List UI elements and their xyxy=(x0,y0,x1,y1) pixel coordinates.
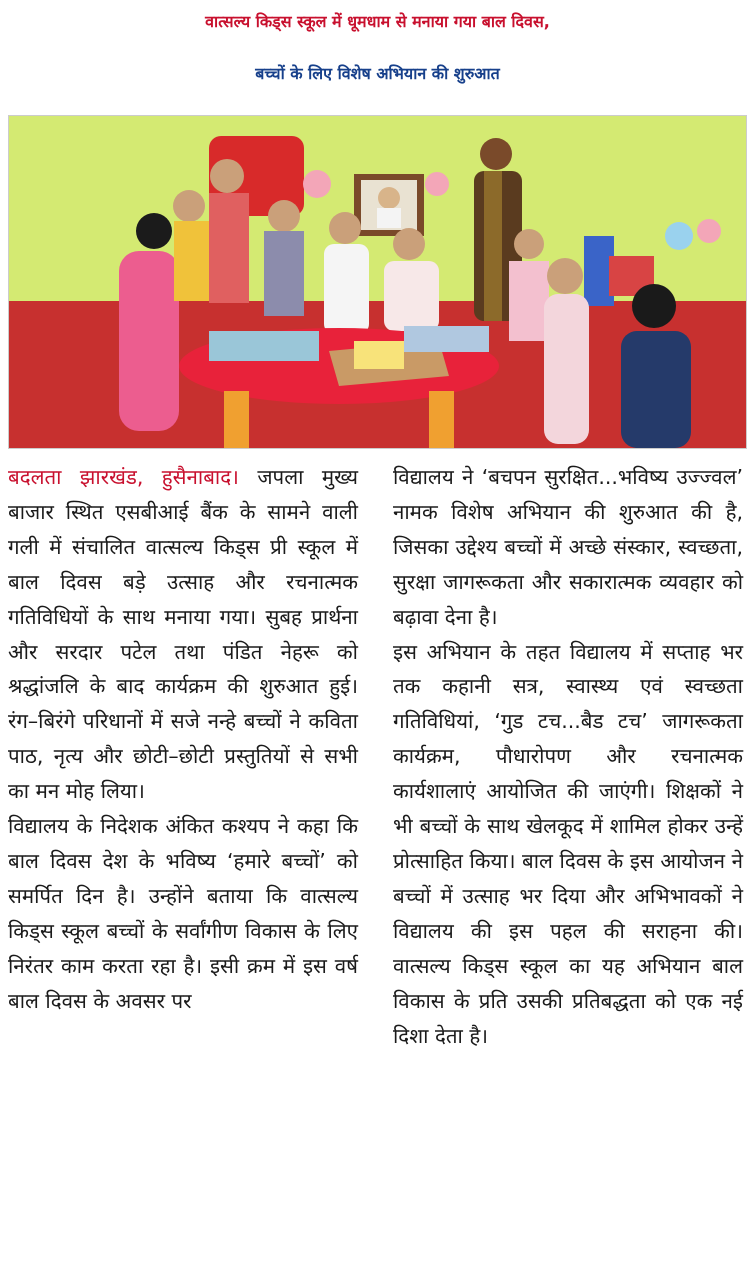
article-paragraph: विद्यालय के निदेशक अंकित कश्यप ने कहा कि बाल दिवस देश के भविष्य ‘हमारे बच्चों’ को समर्पित दिन है। उन्होंने बताया कि वात्सल्य किड्स स्कूल बच्चों के सर्वांगीण विकास के लिए निरंतर काम करता रहा है। इसी क्रम में इस वर्ष बाल दिवस के अवसर पर xyxy=(8,814,358,1013)
article-paragraph: इस अभियान के तहत विद्यालय में सप्ताह भर तक कहानी सत्र, स्वास्थ्य एवं स्वच्छता गतिविधियां, ‘गुड टच...बैड टच’ जागरूकता कार्यक्रम, पौधारोपण और रचनात्मक कार्यशालाएं आयोजित की जाएंगी। शिक्षकों ने भी बच्चों के साथ खेलकूद में शामिल होकर उन्हें प्रोत्साहित किया। बाल दिवस के इस आयोजन ने बच्चों में उत्साह भर दिया और अभिभावकों ने विद्यालय की इस पहल की सराहना की। वात्सल्य किड्स स्कूल का यह अभियान बाल विकास के प्रति उसकी प्रतिबद्धता को एक नई दिशा देता है। xyxy=(393,639,743,1048)
article-paragraph: विद्यालय ने ‘बचपन सुरक्षित...भविष्य उज्ज्वल’ नामक विशेष अभियान की शुरुआत की है, जिसका उद्देश्य बच्चों में अच्छे संस्कार, स्वच्छता, सुरक्षा जागरूकता और सकारात्मक व्यवहार को बढ़ावा देना है। xyxy=(393,465,743,629)
headline-line-2: बच्चों के लिए विशेष अभियान की शुरुआत xyxy=(255,64,500,83)
article-column-left xyxy=(8,460,358,1019)
article-body xyxy=(8,460,748,1275)
paragraph-text: जपला मुख्य बाजार स्थित एसबीआई बैंक के सामने वाली गली में संचालित वात्सल्य किड्स प्री स्कूल में बाल दिवस बड़े उत्साह और रचनात्मक गतिविधियों के साथ मनाया गया। सुबह प्रार्थना और सरदार पटेल तथा पंडित नेहरू को श्रद्धांजलि के बाद कार्यक्रम की शुरुआत हुई। रंग–बिरंगे परिधानों में सजे नन्हे बच्चों ने कविता पाठ, नृत्य और छोटी–छोटी प्रस्तुतियों से सभी का मन मोह लिया। xyxy=(8,465,358,804)
article-paragraph xyxy=(8,460,358,809)
article-photo xyxy=(8,115,747,449)
dateline: बदलता झारखंड, हुसैनाबाद। xyxy=(8,465,239,489)
article-column-right xyxy=(393,460,743,1053)
headline-line-1: वात्सल्य किड्स स्कूल में धूमधाम से मनाया गया बाल दिवस, xyxy=(205,12,550,31)
